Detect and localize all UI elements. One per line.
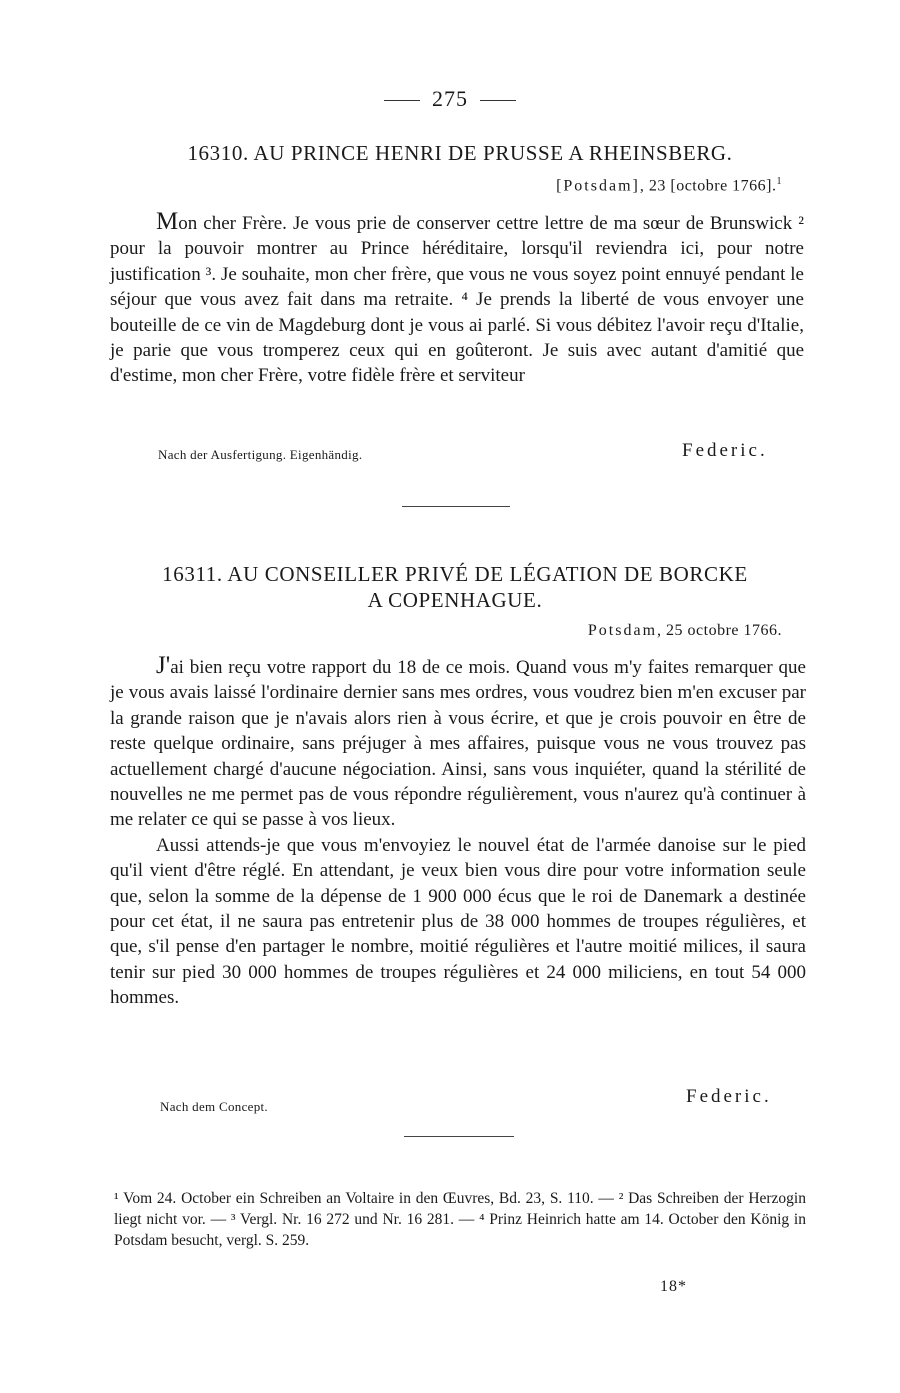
letter-2-heading-line2: A COPENHAGUE. — [367, 588, 543, 612]
letter-1-date: , 23 [octobre 1766]. — [639, 177, 777, 195]
letter-2-place: Potsdam — [587, 622, 658, 639]
sheet-mark: 18* — [660, 1278, 687, 1295]
letter-2-signature: Federic. — [686, 1086, 772, 1107]
letter-1-signature: Federic. — [682, 440, 768, 461]
letter-1-heading: 16310. AU PRINCE HENRI DE PRUSSE A RHEINSBERG. — [187, 141, 733, 165]
left-dash — [384, 100, 420, 101]
letter-2-body — [110, 653, 806, 1011]
letter-2-date: , 25 octobre 1766. — [657, 622, 782, 639]
letter-2-heading-line1: 16311. AU CONSEILLER PRIVÉ DE LÉGATION DE BORCKE — [162, 562, 748, 586]
letter-1-dateline — [300, 176, 782, 195]
end-rule — [404, 1136, 514, 1137]
letter-1-body — [110, 209, 804, 389]
letter-1-paragraph: Mon cher Frère. Je vous prie de conserver cettre lettre de ma sœur de Brunswick ² pour la pouvoir montrer au Prince héréditaire, lorsqu'il reviendra ici, pour notre justification ³. Je souhaite, mon cher frère, que vous ne vous soyez point ennuyé pendant le séjour que vous avez fait dans ma retraite. ⁴ Je prends la liberté de vous envoyer une bouteille de ce vin de Magdeburg dont je vous ai parlé. Si vous débitez l'avoir reçu d'Italie, je parie que vous tromperez ceux qui en goûteront. Je suis avec autant d'amitié que d'estime, mon cher Frère, votre fidèle frère et serviteur — [110, 208, 804, 387]
letter-1-place: [Potsdam] — [556, 177, 640, 195]
letter-2-paragraph-2: Aussi attends-je que vous m'envoyiez le nouvel état de l'armée danoise sur le pied qu'il vient d'être réglé. En attendant, je veux bien vous dire pour votre information seule que, selon la somme de la dépense de 1 900 000 écus que le roi de Danemark a destinée pour cet état, il ne saura pas entretenir plus de 38 000 hommes de troupes régulières, et que, s'il pense d'en partager le nombre, moitié régulières et l'autre moitié milices, il saura tenir sur pied 30 000 hommes de troupes régulières et 24 000 miliciens, en tout 54 000 hommes. — [110, 834, 806, 1009]
letter-1-date-note: 1 — [776, 176, 782, 187]
right-dash — [480, 100, 516, 101]
letter-2-dateline — [300, 622, 782, 640]
letter-2-paragraph-1: J'ai bien reçu votre rapport du 18 de ce mois. Quand vous m'y faites remarquer que je vous avais laissé l'ordinaire dernier sans mes ordres, vous voudrez bien m'en excuser par la grande raison que je n'avais alors rien à vous écrire, et que je crois pouvoir en être de reste quelque ordinaire, sans préjuger à mes affaires, puisque vous ne vous trouvez pas actuellement chargé d'aucune négociation. Ainsi, sans vous inquiéter, quand la stérilité de nouvelles ne me permet pas de vous répondre régulièrement, vous n'aurez qu'à continuer à me relater ce qui se passe à vos lieux. — [110, 652, 806, 831]
letter-1-source: Nach der Ausfertigung. Eigenhändig. — [158, 447, 363, 462]
footnotes: ¹ Vom 24. October ein Schreiben an Voltaire in den Œuvres, Bd. 23, S. 110. — ² Das Schreiben der Herzogin liegt nicht vor. — ³ Vergl. Nr. 16 272 und Nr. 16 281. — ⁴ Prinz Heinrich hatte am 14. October den König in Potsdam besucht, vergl. S. 259. — [114, 1190, 806, 1249]
separator-rule — [402, 506, 510, 507]
page-number-line — [0, 86, 900, 112]
page-number: 275 — [432, 86, 468, 111]
letter-2-source: Nach dem Concept. — [160, 1099, 268, 1114]
